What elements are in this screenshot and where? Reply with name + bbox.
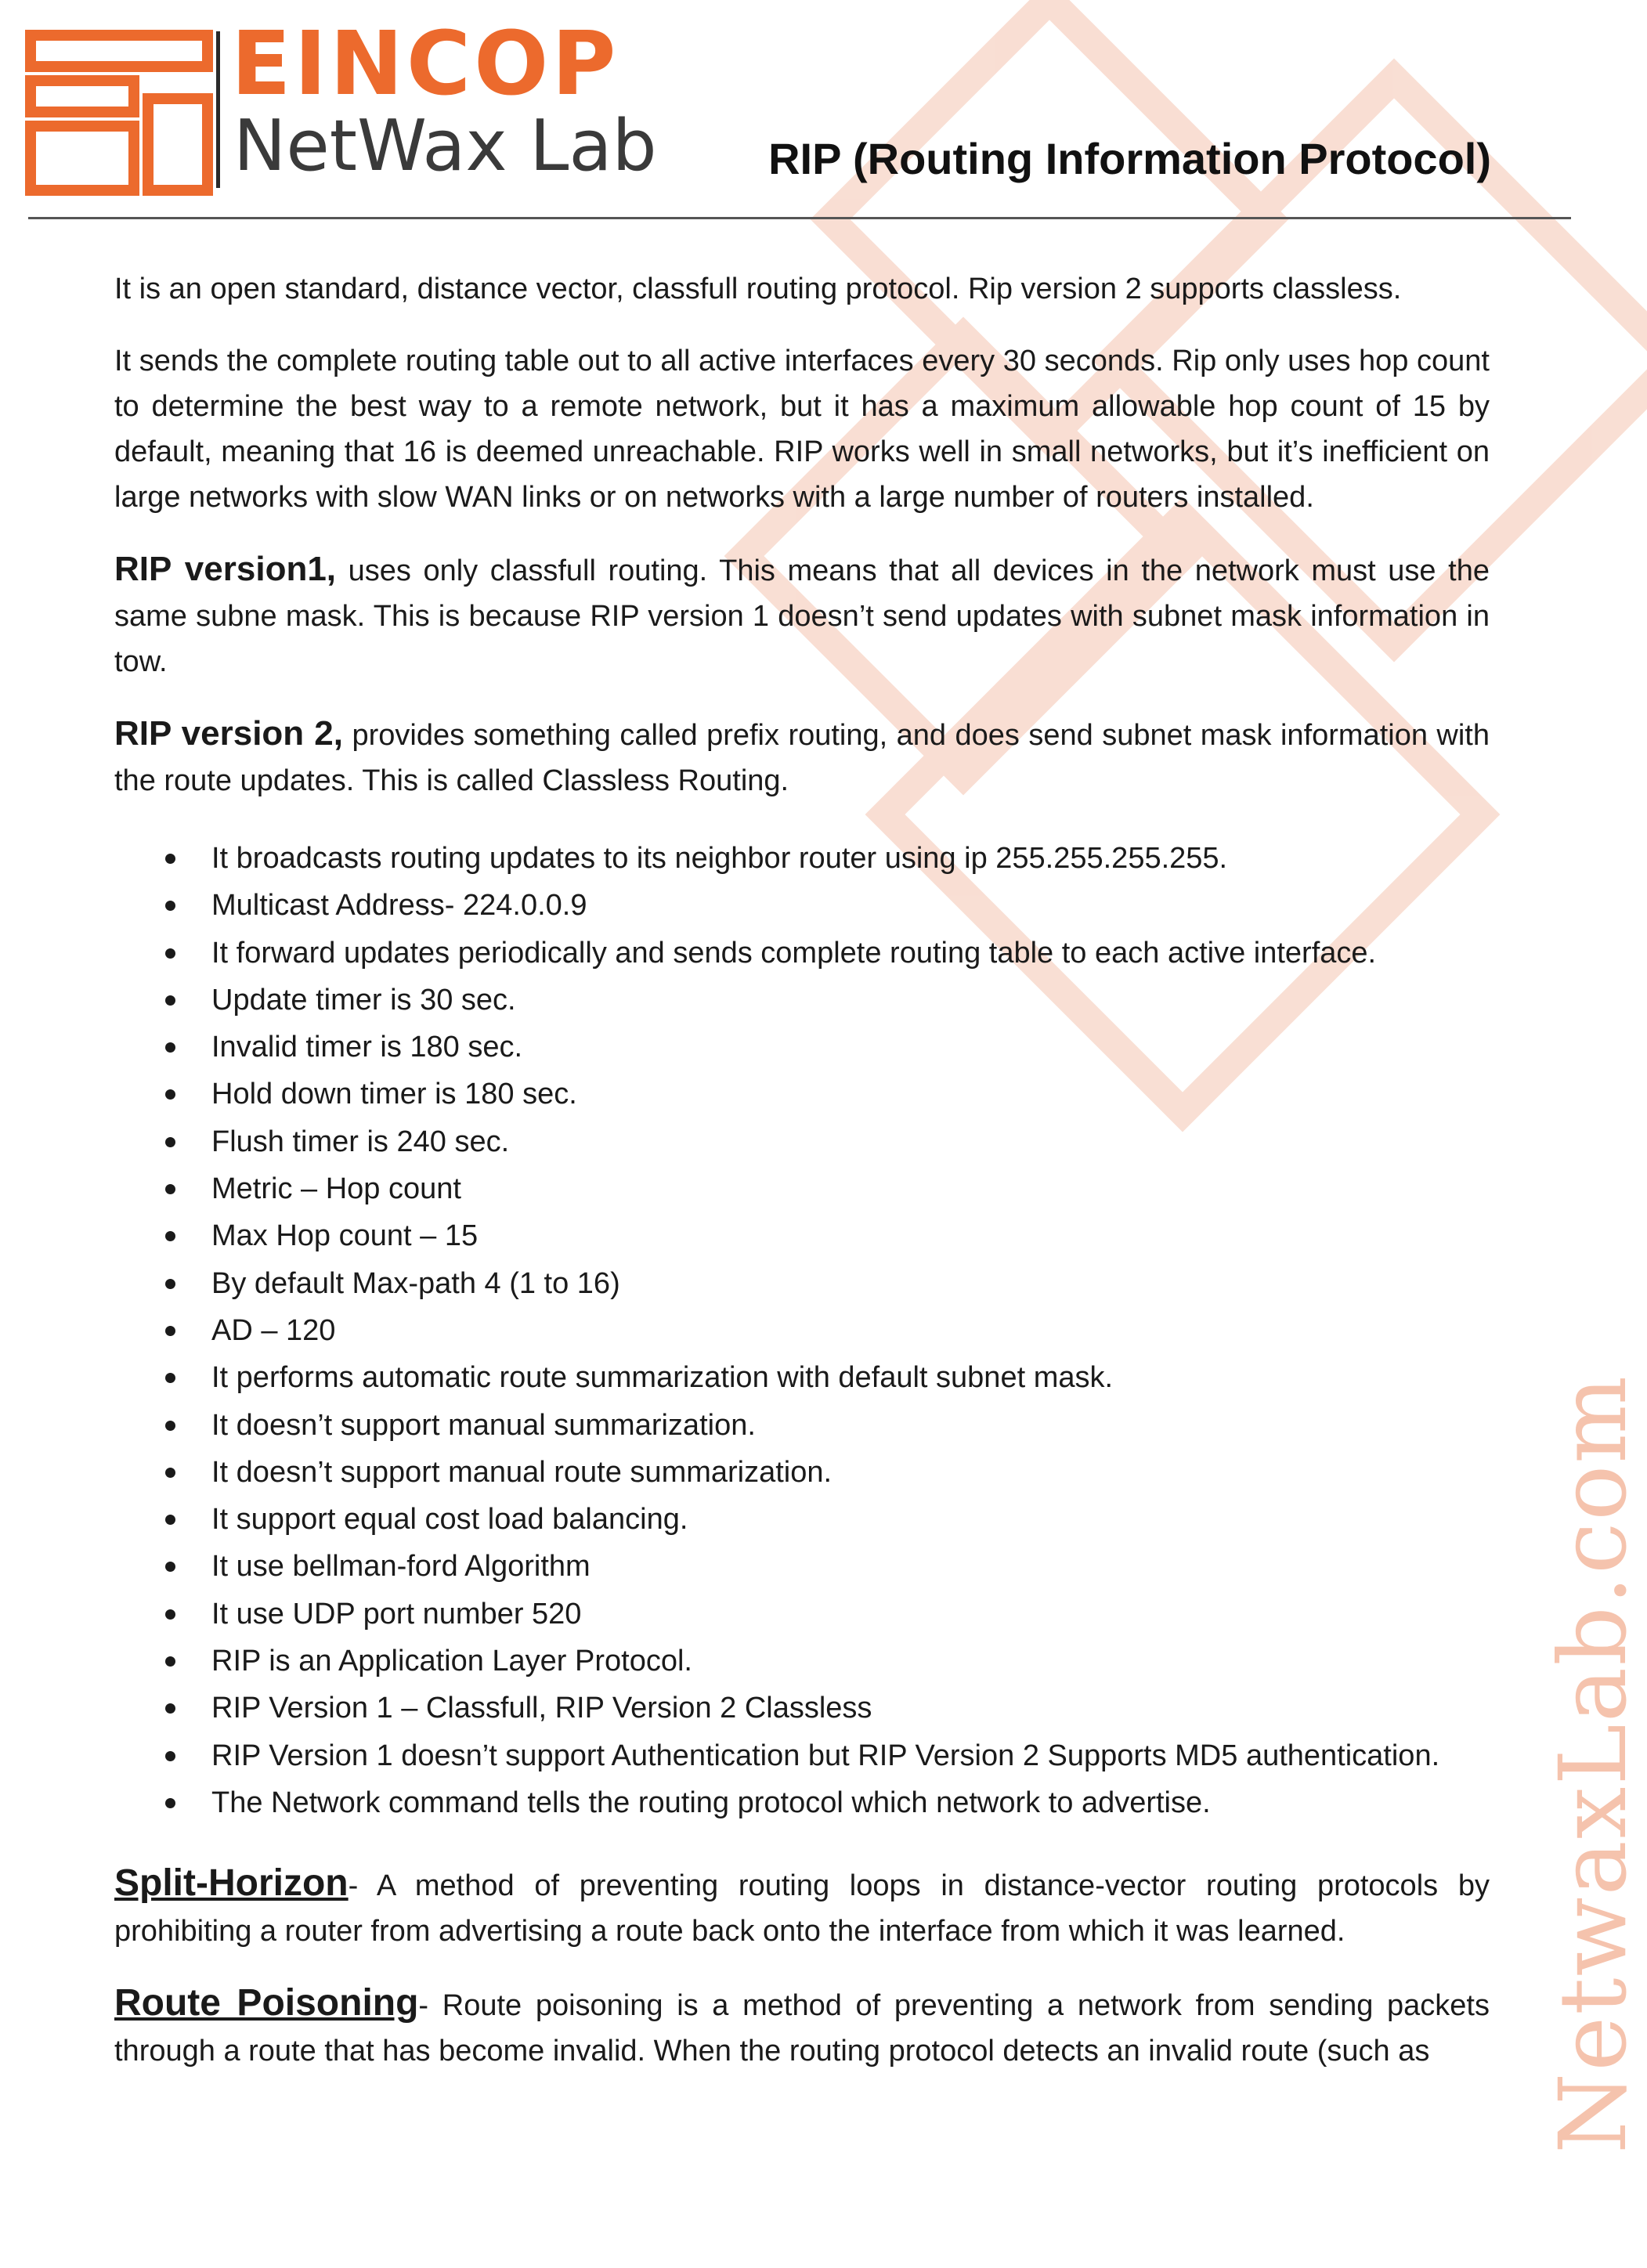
split-horizon-text: - A method of preventing routing loops in distance-vector routing protocols by prohibiting a router from advertising a route back onto the interface from which it was learned. <box>114 1869 1490 1948</box>
list-item: AD – 120 <box>114 1307 1490 1354</box>
list-item: It use UDP port number 520 <box>114 1591 1490 1638</box>
page-title: RIP (Routing Information Protocol) <box>768 134 1491 183</box>
eincop-logo-icon <box>25 30 213 196</box>
list-item: Update timer is 30 sec. <box>114 977 1490 1024</box>
intro-paragraph: It is an open standard, distance vector, classfull routing protocol. Rip version 2 supports classless. <box>114 273 1402 305</box>
brand-subtitle: NetWax Lab <box>233 105 657 187</box>
list-item: By default Max-path 4 (1 to 16) <box>114 1260 1490 1307</box>
list-item: Multicast Address- 224.0.0.9 <box>114 882 1490 929</box>
list-item: RIP Version 1 doesn’t support Authentication but RIP Version 2 Supports MD5 authentication. <box>114 1732 1490 1779</box>
list-item: RIP Version 1 – Classfull, RIP Version 2 Classless <box>114 1685 1490 1732</box>
watermark: NetwaxLab.com <box>1539 1374 1647 2154</box>
route-poisoning-paragraph <box>114 1981 1490 2074</box>
rip-v1-text: uses only classfull routing. This means that all devices in the network must use the same subne mask. This is because RIP version 1 doesn’t send updates with subnet mask information in tow. <box>114 554 1490 678</box>
rip-features-list <box>114 835 1490 1826</box>
list-item: The Network command tells the routing protocol which network to advertise. <box>114 1779 1490 1826</box>
routing-table-paragraph: It sends the complete routing table out to all active interfaces every 30 seconds. Rip only uses hop count to determine the best way to a remote network, but it has a maximum allowable hop count of 15 by default, meaning that 16 is deemed unreachable. RIP works well in small networks, but it’s inefficient on large networks with slow WAN links or on networks with a large number of routers installed. <box>114 345 1490 514</box>
list-item: It performs automatic route summarization with default subnet mask. <box>114 1354 1490 1401</box>
header-rule <box>28 217 1571 219</box>
route-poisoning-text: - Route poisoning is a method of preventing a network from sending packets through a route that has become invalid. When the routing protocol detects an invalid route (such as <box>114 1989 1490 2068</box>
list-item: Metric – Hop count <box>114 1165 1490 1212</box>
brand-divider <box>216 31 220 188</box>
rip-v1-lead: RIP version1, <box>114 550 337 588</box>
split-horizon-term: Split-Horizon <box>114 1862 349 1905</box>
split-horizon-paragraph <box>114 1861 1490 1954</box>
rip-v2-lead: RIP version 2, <box>114 714 344 753</box>
rip-v2-text: provides something called prefix routing, and does send subnet mask information with the route updates. This is called Classless Routing. <box>114 719 1490 797</box>
list-item: It use bellman-ford Algorithm <box>114 1543 1490 1590</box>
list-item: Max Hop count – 15 <box>114 1212 1490 1259</box>
list-item: It broadcasts routing updates to its neighbor router using ip 255.255.255.255. <box>114 835 1490 882</box>
rip-v2-paragraph <box>114 711 1490 804</box>
list-item: It doesn’t support manual route summarization. <box>114 1449 1490 1496</box>
list-item: Flush timer is 240 sec. <box>114 1118 1490 1165</box>
list-item: RIP is an Application Layer Protocol. <box>114 1638 1490 1685</box>
list-item: Hold down timer is 180 sec. <box>114 1071 1490 1118</box>
document-body <box>114 266 1490 2100</box>
list-item: It forward updates periodically and sends complete routing table to each active interface. <box>114 930 1490 977</box>
list-item: It support equal cost load balancing. <box>114 1496 1490 1543</box>
rip-v1-paragraph <box>114 547 1490 684</box>
list-item: It doesn’t support manual summarization. <box>114 1402 1490 1449</box>
list-item: Invalid timer is 180 sec. <box>114 1024 1490 1071</box>
route-poisoning-term: Route Poisoning <box>114 1982 419 2024</box>
brand-name: EINCOP <box>231 13 619 115</box>
